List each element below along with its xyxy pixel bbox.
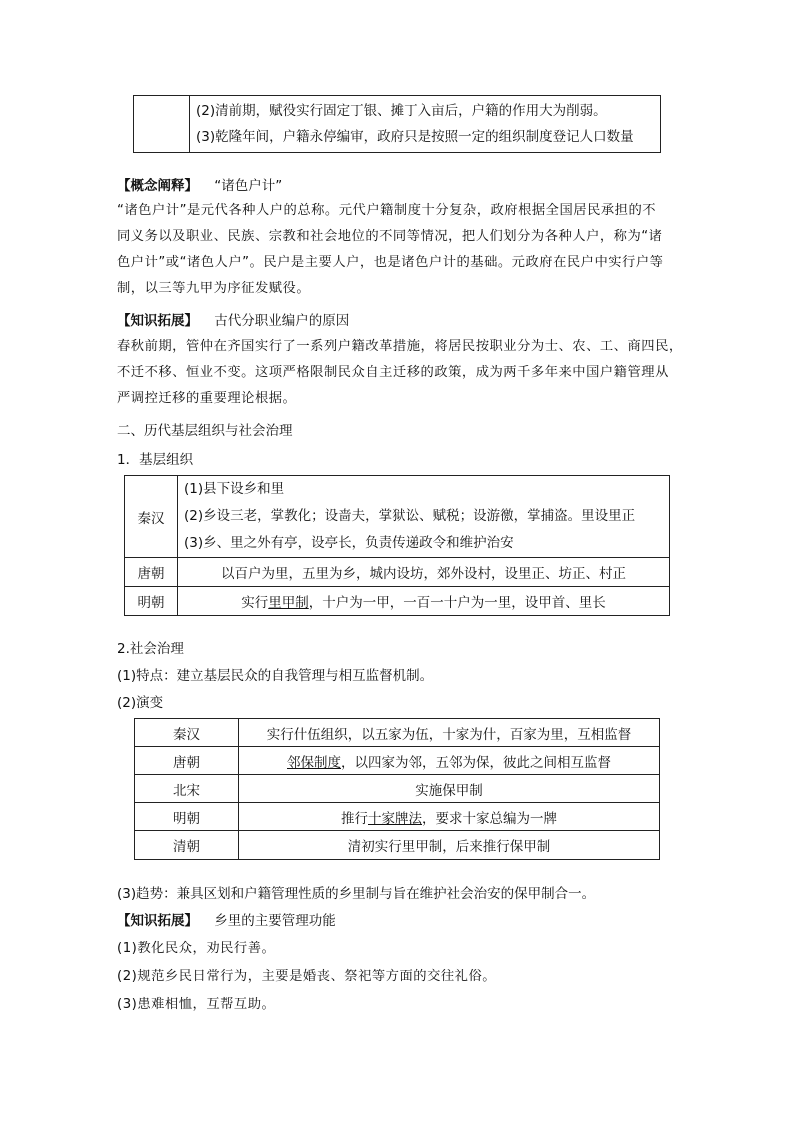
concept-line: “诸色户计”是元代各种人户的总称。元代户籍制度十分复杂，政府根据全国居民承担的不 bbox=[117, 203, 657, 218]
table2-content bbox=[239, 747, 660, 775]
concept-body bbox=[117, 198, 677, 302]
ext1-tag: 【知识拓展】 bbox=[117, 313, 198, 329]
table1-dynasty-cell bbox=[125, 587, 178, 616]
table2-dynasty-cell bbox=[135, 831, 239, 860]
concept-title: “诸色户计” bbox=[214, 178, 283, 194]
ext1-title: 古代分职业编户的原因 bbox=[214, 313, 350, 329]
section2-sub2: 2.社会治理 bbox=[117, 641, 184, 657]
table2-post: ，以四家为邻，五邻为保，彼此之间相互监督 bbox=[341, 754, 611, 771]
table1-ming-content bbox=[178, 587, 670, 616]
table1-ming-em: 里甲制 bbox=[268, 595, 309, 611]
table2-content bbox=[239, 719, 660, 747]
table2-content bbox=[239, 831, 660, 860]
ext2-item: (2)规范乡民日常行为，主要是婚丧、祭祀等方面的交往礼俗。 bbox=[117, 969, 497, 984]
table-row bbox=[135, 831, 660, 860]
ext1-body bbox=[117, 334, 683, 412]
table2-dynasty: 北宋 bbox=[173, 782, 200, 799]
ext2-title: 乡里的主要管理功能 bbox=[214, 913, 336, 929]
ext2-item: (3)患难相恤，互帮互助。 bbox=[117, 997, 276, 1012]
top-table-row: (2)清前期，赋役实行固定丁银、摊丁入亩后，户籍的作用大为削弱。 bbox=[196, 103, 607, 119]
table1-ming-post: ，十户为一甲，一百一十户为一里，设甲首、里长 bbox=[308, 595, 606, 611]
top-table-empty-cell bbox=[134, 96, 190, 153]
ext2-item: (1)教化民众，劝民行善。 bbox=[117, 941, 276, 956]
table2-dynasty: 唐朝 bbox=[173, 754, 200, 771]
table-row bbox=[135, 719, 660, 747]
top-table bbox=[133, 95, 661, 153]
top-table-row: (3)乾隆年间，户籍永停编审，政府只是按照一定的组织制度登记人口数量 bbox=[196, 129, 634, 145]
table2-dynasty-cell bbox=[135, 775, 239, 803]
table-row bbox=[135, 775, 660, 803]
concept-line: 同义务以及职业、民族、宗教和社会地位的不同等情况，把人们划分为各种人户，称为“诸 bbox=[117, 229, 663, 244]
table1-qinhan-item: (2)乡设三老，掌教化；设啬夫，掌狱讼、赋税；设游徼，掌捕盗。里设里正 bbox=[184, 508, 636, 524]
table1-dynasty-cell bbox=[125, 476, 178, 558]
feature-line: (1)特点：建立基层民众的自我管理与相互监督机制。 bbox=[117, 668, 434, 684]
table2-em: 邻保制度 bbox=[287, 754, 341, 771]
table2-post: 清初实行里甲制，后来推行保甲制 bbox=[347, 839, 551, 855]
table1-tang-content bbox=[178, 558, 670, 587]
table2-post: 实行什伍组织，以五家为伍，十家为什，百家为里，互相监督 bbox=[266, 726, 632, 743]
table2-content bbox=[239, 775, 660, 803]
table-row bbox=[135, 803, 660, 831]
ext1-line: 春秋前期，管仲在齐国实行了一系列户籍改革措施，将居民按职业分为士、农、工、商四民， bbox=[117, 339, 683, 354]
table1-dynasty: 明朝 bbox=[137, 595, 165, 611]
top-table-content bbox=[190, 96, 661, 153]
table1-ming-pre: 实行 bbox=[241, 595, 269, 611]
ext2-tag: 【知识拓展】 bbox=[117, 913, 198, 929]
trend-text: (3)趋势：兼具区划和户籍管理性质的乡里制与旨在维护社会治安的保甲制合一。 bbox=[117, 886, 596, 902]
table1-qinhan-item: (1)县下设乡和里 bbox=[184, 481, 285, 497]
table1-tang-text: 以百户为里，五里为乡，城内设坊，郊外设村，设里正、坊正、村正 bbox=[221, 566, 626, 582]
evolution-table bbox=[134, 718, 660, 860]
table1-dynasty: 秦汉 bbox=[137, 510, 165, 527]
table1-dynasty-cell bbox=[125, 558, 178, 587]
table1-qinhan-item: (3)乡、里之外有亭，设亭长，负责传递政令和维护治安 bbox=[184, 535, 514, 551]
table1-qinhan-content bbox=[178, 476, 670, 558]
concept-line: 制，以三等九甲为序征发赋役。 bbox=[117, 281, 311, 296]
ext1-heading bbox=[117, 311, 349, 331]
concept-line: 色户计”或“诸色人户”。民户是主要人户，也是诸色户计的基础。元政府在民户中实行户等 bbox=[117, 255, 664, 270]
ext2-heading bbox=[117, 911, 336, 931]
table2-dynasty-cell bbox=[135, 747, 239, 775]
evolution-line: (2)演变 bbox=[117, 695, 164, 711]
table-row bbox=[135, 747, 660, 775]
ext1-line: 严调控迁移的重要理论根据。 bbox=[117, 391, 297, 406]
table2-em: 十家牌法 bbox=[368, 810, 422, 827]
table2-post: 实施保甲制 bbox=[415, 782, 483, 799]
section2-sub1: 1．基层组织 bbox=[117, 452, 194, 468]
table2-dynasty: 明朝 bbox=[173, 810, 200, 827]
table2-pre: 推行 bbox=[341, 810, 368, 827]
concept-tag: 【概念阐释】 bbox=[117, 178, 198, 194]
table1-dynasty: 唐朝 bbox=[137, 566, 165, 582]
table2-content bbox=[239, 803, 660, 831]
section2-heading: 二、历代基层组织与社会治理 bbox=[117, 423, 293, 439]
table2-dynasty-cell bbox=[135, 803, 239, 831]
table2-dynasty-cell bbox=[135, 719, 239, 747]
ext2-body bbox=[117, 935, 496, 1019]
table2-dynasty: 清朝 bbox=[173, 839, 200, 855]
grassroots-table bbox=[124, 475, 670, 616]
concept-heading bbox=[117, 176, 282, 196]
ext1-line: 不迁不移、恒业不变。这项严格限制民众自主迁移的政策，成为两千多年来中国户籍管理从 bbox=[117, 365, 669, 380]
table2-dynasty: 秦汉 bbox=[173, 726, 200, 743]
table2-post: ，要求十家总编为一牌 bbox=[422, 810, 557, 827]
trend-line bbox=[117, 884, 595, 904]
